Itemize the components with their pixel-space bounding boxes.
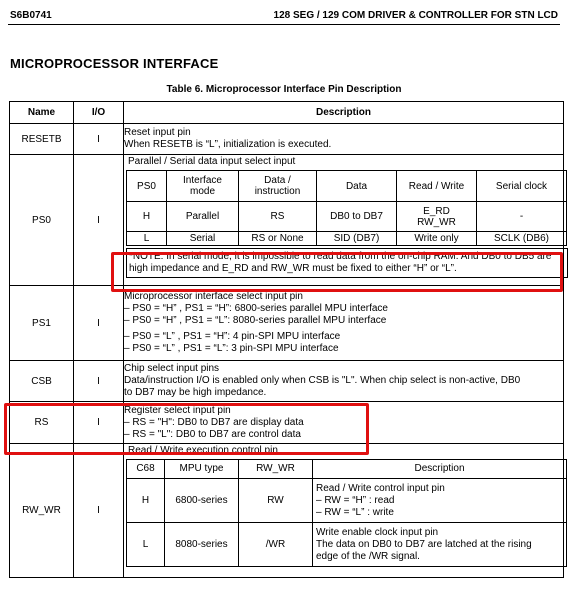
rw-wr-col-rw-wr: RW_WR [239,460,313,479]
table-cell: SCLK (DB6) [477,232,567,246]
ps0-mode-row-l [127,232,567,246]
serial-mode-note: *NOTE: In serial mode, it is impossible to read data from the on-chip RAM. And DB0 to DB5 are high impedance and E_RD and RW_WR must be fixed to either “H” or “L”. [126,248,568,278]
ps0-col-ps0: PS0 [127,171,167,202]
desc-line: – RW = “L” : write [316,506,394,518]
rw-wr-row-h [127,479,567,523]
table-row-rs [10,402,564,444]
table-cell [313,523,567,567]
desc-line: – PS0 = “H” , PS1 = “L”: 8080-series parallel MPU interface [124,315,387,326]
desc-line: Data/instruction I/O is enabled only when CSB is "L". When chip select is non-active, DB0 [124,375,521,386]
ps0-col-interface-mode [167,171,239,202]
table-cell [397,202,477,232]
ps0-mode-header-row [127,171,567,202]
pin-desc-resetb [124,124,564,155]
column-header-name: Name [10,102,74,124]
rw-wr-col-description: Description [313,460,567,479]
pin-name-resetb: RESETB [10,124,74,155]
rw-wr-row-l [127,523,567,567]
section-title: MICROPROCESSOR INTERFACE [10,56,219,71]
ps0-col-data-instruction [239,171,317,202]
desc-line: – PS0 = “L” , PS1 = “L”: 3 pin-SPI MPU interface [124,343,339,354]
table-cell: H [127,202,167,232]
desc-line: – RS = "H": DB0 to DB7 are display data [124,416,304,428]
desc-line: Write enable clock input pin [316,526,439,538]
pin-desc-rw-wr [124,444,564,578]
ps0-title: Parallel / Serial data input select input [128,156,296,167]
rw-wr-header-row [127,460,567,479]
pin-desc-rs [124,402,564,444]
pin-io-rs: I [74,402,124,444]
ps0-col-serial-clock: Serial clock [477,171,567,202]
table-cell: 6800-series [165,479,239,523]
table-cell: RS or None [239,232,317,246]
table-row-ps0 [10,155,564,286]
table-cell: Serial [167,232,239,246]
table-cell: RW [239,479,313,523]
ps0-mode-row-h [127,202,567,232]
pin-io-ps1: I [74,286,124,361]
rw-wr-table [126,459,567,567]
rw-wr-title: Read / Write execution control pin [128,445,278,456]
pin-io-resetb: I [74,124,124,155]
page-header [8,0,560,25]
header-text: Interface mode [183,175,222,197]
header-text: Data / instruction [254,175,301,197]
desc-line: – RS = "L": DB0 to DB7 are control data [124,428,301,440]
table-caption: Table 6. Microprocessor Interface Pin Description [166,84,402,95]
pin-desc-ps1 [124,286,564,361]
table-cell: 8080-series [165,523,239,567]
table-cell: /WR [239,523,313,567]
desc-line: – RW = “H” : read [316,494,395,506]
desc-line: Read / Write control input pin [316,482,445,494]
pin-io-rw-wr: I [74,444,124,578]
table-cell: SID (DB7) [317,232,397,246]
document-id: S6B0741 [10,10,52,21]
column-header-description: Description [124,102,564,124]
pin-io-ps0: I [74,155,124,286]
desc-line: – PS0 = “H” , PS1 = “H”: 6800-series parallel MPU interface [124,303,388,314]
table-row-rw-wr [10,444,564,578]
table-row-resetb [10,124,564,155]
pin-name-ps1: PS1 [10,286,74,361]
pin-desc-csb [124,361,564,402]
pin-name-rw-wr: RW_WR [10,444,74,578]
ps0-mode-table [126,170,567,246]
desc-line: The data on DB0 to DB7 are latched at the rising [316,538,532,550]
pin-description-table [9,101,564,578]
table-header-row [10,102,564,124]
desc-line: edge of the /WR signal. [316,550,420,562]
pin-name-csb: CSB [10,361,74,402]
ps0-col-data: Data [317,171,397,202]
table-cell: DB0 to DB7 [317,202,397,232]
ps0-col-read-write: Read / Write [397,171,477,202]
desc-line: Microprocessor interface select input pin [124,291,303,302]
table-cell: Write only [397,232,477,246]
desc-line: Chip select input pins [124,363,220,374]
product-title: 128 SEG / 129 COM DRIVER & CONTROLLER FOR STN LCD [273,10,558,21]
desc-line: When RESETB is “L”, initialization is executed. [124,139,332,150]
table-cell [313,479,567,523]
pin-io-csb: I [74,361,124,402]
table-cell: - [477,202,567,232]
table-row-ps1 [10,286,564,361]
desc-line: Reset input pin [124,127,191,138]
pin-desc-ps0 [124,155,564,286]
table-cell: RS [239,202,317,232]
rw-wr-col-mpu-type: MPU type [165,460,239,479]
table-cell: L [127,523,165,567]
desc-line: – PS0 = “L” , PS1 = “H”: 4 pin-SPI MPU interface [124,331,341,342]
desc-line: to DB7 may be high impedance. [124,387,267,398]
table-row-csb [10,361,564,402]
desc-line: Register select input pin [124,404,231,416]
rw-wr-col-c68: C68 [127,460,165,479]
pin-name-rs: RS [10,402,74,444]
table-cell: H [127,479,165,523]
pin-name-ps0: PS0 [10,155,74,286]
table-cell: Parallel [167,202,239,232]
table-cell: L [127,232,167,246]
column-header-io: I/O [74,102,124,124]
cell-text: E_RD RW_WR [417,205,456,228]
